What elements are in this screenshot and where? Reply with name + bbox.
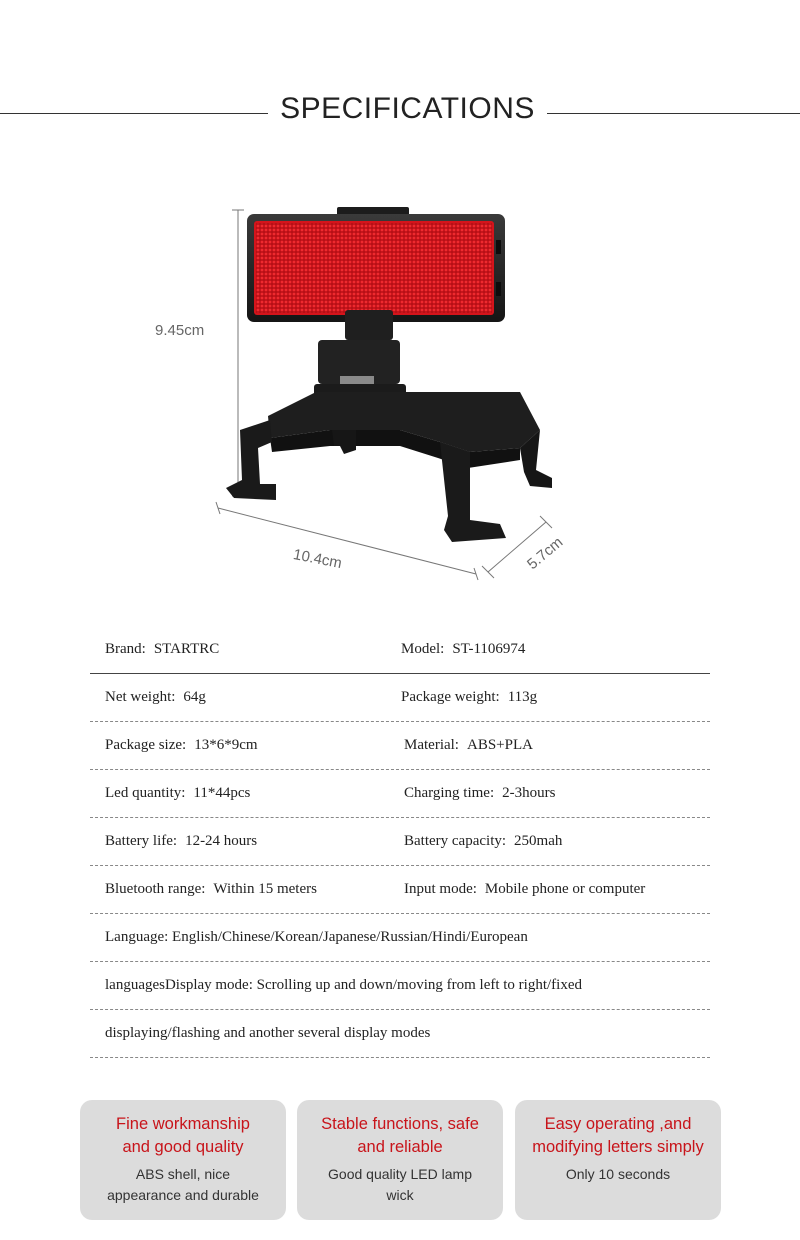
header-line-left [0,113,268,114]
spec-value: STARTRC [153,641,220,657]
spec-value: 12-24 hours [185,833,258,849]
product-illustration [0,180,800,600]
table-row [90,866,710,914]
language-text-line-3: displaying/flashing and another several display modes [105,1025,431,1041]
spec-key: Led quantity: [105,785,186,801]
spec-value: Within 15 meters [213,881,317,897]
spec-key: Bluetooth range: [105,881,206,897]
spec-key: Brand: [105,641,146,657]
table-row [90,722,710,770]
spec-value: 250mah [514,833,563,849]
spec-key: Package size: [105,737,187,753]
spec-value: Mobile phone or computer [484,881,646,897]
spec-value: 13*6*9cm [194,737,258,753]
spec-value: 11*44pcs [193,785,251,801]
feature-card-heading: and reliable [357,1138,443,1156]
spec-value: ST-1106974 [452,641,526,657]
length-dimension-line [216,502,478,580]
table-row [90,770,710,818]
length-dimension-label: 10.4cm [291,546,344,573]
table-row [90,914,710,962]
feature-card-heading: modifying letters simply [532,1138,704,1156]
table-row [90,674,710,722]
spec-key: Battery life: [105,833,178,849]
feature-card-text: wick [386,1187,414,1203]
spec-value: 2-3hours [502,785,556,801]
language-text-line-1: Language: English/Chinese/Korean/Japanese/Russian/Hindi/European [105,929,528,945]
feature-card-stability [297,1100,503,1220]
table-row [90,626,710,674]
feature-card-heading: Fine workmanship [116,1115,250,1133]
section-header [0,92,800,132]
led-badge-mount-image [0,180,800,600]
feature-card-heading: Easy operating ,and [544,1115,692,1133]
spec-value: 113g [507,689,538,705]
feature-card-workmanship [80,1100,286,1220]
feature-card-text: ABS shell, nice [135,1166,231,1182]
header-line-right [547,113,800,114]
spec-value: ABS+PLA [466,737,533,753]
table-row [90,1010,710,1058]
spec-key: Battery capacity: [404,833,507,849]
spec-key: Charging time: [404,785,495,801]
spec-key: Model: [401,641,445,657]
spec-key: Material: [404,737,459,753]
page-title: SPECIFICATIONS [280,92,535,125]
spec-key: Package weight: [401,689,500,705]
table-row [90,818,710,866]
spec-key: Input mode: [404,881,477,897]
spec-key: Net weight: [105,689,176,705]
specifications-table [90,626,710,1058]
spec-value: 64g [183,689,206,705]
height-dimension-label: 9.45cm [155,322,205,339]
feature-card-easy-operating [515,1100,721,1220]
table-row [90,962,710,1010]
feature-card-text: Only 10 seconds [565,1166,671,1182]
language-text-line-2: languagesDisplay mode: Scrolling up and down/moving from left to right/fixed [105,977,583,993]
feature-card-heading: Stable functions, safe [321,1115,479,1133]
width-dimension-label: 5.7cm [524,533,567,574]
feature-card-text: Good quality LED lamp [328,1166,472,1182]
feature-card-text: appearance and durable [107,1187,259,1203]
feature-card-heading: and good quality [122,1138,244,1156]
